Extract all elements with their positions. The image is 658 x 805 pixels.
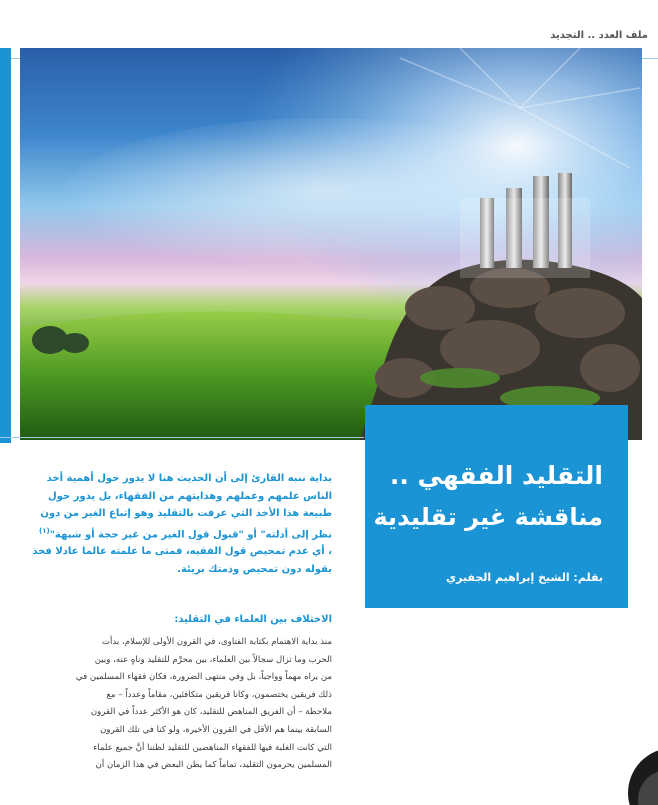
section-label: ملف العدد .. التجديد: [550, 30, 648, 41]
intro-line: بقوله دون تمحيص وذمتك بريئة.: [177, 563, 332, 575]
intro-line: [20, 523, 332, 544]
intro-line: ، أي عدم تمحيص قول الفقيه، فمتى ما علمته عالما عادلا فخذ: [32, 546, 332, 558]
article-title-line2: مناقشة غير تقليدية: [373, 503, 603, 531]
intro-line: الناس علمهم وعملهم وهدايتهم من الفقهاء، بل يدور حول: [47, 490, 332, 502]
body-paragraph: [20, 634, 332, 775]
body-line: السابقة بينما هم الأقل في القرون الأخيرة، ولو كنا في تلك القرون: [100, 724, 332, 735]
intro-line: طبيعة هذا الأخذ التي عرفت بالتقليد وهو إتباع الغير من دون: [40, 508, 332, 519]
intro-line-text: نظر إلى أدلته" أو "قبول قول الغير من غير حجة أو شبهة": [49, 528, 332, 540]
intro-line: بداية ننبه القارئ إلى أن الحديث هنا لا يدور حول أهمية أخذ: [46, 473, 332, 484]
section-heading: الاختلاف بين العلماء في التقليد:: [174, 614, 332, 625]
left-accent-bar: [0, 48, 11, 443]
body-line: المسلمين يحرمون التقليد، تماماً كما يظن البعض في هذا الزمان أن: [95, 760, 332, 771]
body-line: ذلك فريقين يختصمون، وكانا فريقين متكافئين، مقاماً وعدداً – مع: [106, 689, 332, 700]
footnote-marker: (١): [39, 526, 50, 535]
article-title-line1: التقليد الفقهي ..: [389, 461, 603, 490]
intro-paragraph: [20, 470, 332, 578]
body-line: منذ بداية الاهتمام بكتابة الفتاوى، في القرون الأولى للإسلام، بدأت: [101, 637, 332, 647]
landscape-pillars-image: [20, 48, 642, 440]
body-line: ملاحظة – أن الفريق المناهض للتقليد، كان هو الأكثر عدداً في القرون: [90, 707, 332, 718]
divider-bottom: [0, 437, 364, 438]
article-author: بقلم: الشيخ إبراهيم الجفيري: [446, 571, 603, 584]
hero-image: [20, 48, 642, 440]
body-line: التي كانت الغلبة فيها للفقهاء المناهضين للتقليد لظننا أنَّ جميع علماء: [93, 742, 332, 753]
body-line: من يراه مهماً وواجباً، بل وفي منتهى الضرورة، فكان فقهاء المسلمين في: [75, 672, 332, 683]
body-line: الحرب وما تزال سجالاً بين العلماء، بين محرِّم للتقليد وناهٍ عنه، وبين: [94, 654, 332, 665]
title-box: [365, 405, 628, 608]
